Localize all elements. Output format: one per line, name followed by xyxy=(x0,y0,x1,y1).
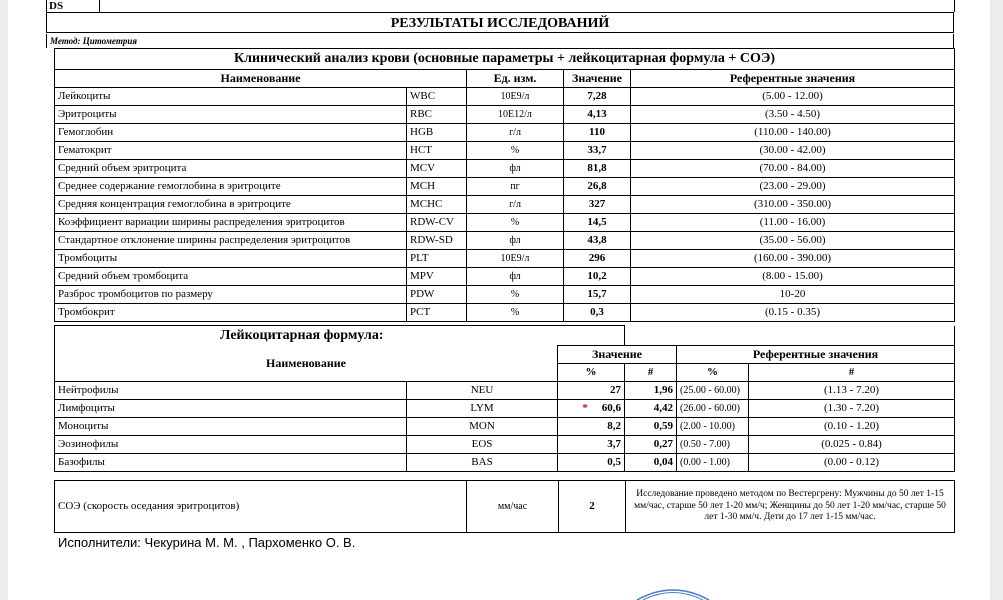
pct-value: 0,5 xyxy=(607,456,621,468)
param-ref: (3.50 - 4.50) xyxy=(631,106,955,124)
param-ref: (5.00 - 12.00) xyxy=(631,88,955,106)
cell-ref-abs: (0.00 - 0.12) xyxy=(749,454,955,472)
param-code: RBC xyxy=(407,106,467,124)
param-unit: % xyxy=(467,214,564,232)
param-name: Гематокрит xyxy=(55,142,407,160)
param-name: Разброс тромбоцитов по размеру xyxy=(55,286,407,304)
param-code: RDW-SD xyxy=(407,232,467,250)
cbc-title: Клинический анализ крови (основные параметры + лейкоцитарная формула + СОЭ) xyxy=(55,49,955,70)
cbc-rows xyxy=(55,88,955,322)
param-value: 81,8 xyxy=(564,160,631,178)
frame-line xyxy=(954,0,955,12)
param-value: 296 xyxy=(564,250,631,268)
param-value: 33,7 xyxy=(564,142,631,160)
param-ref: (30.00 - 42.00) xyxy=(631,142,955,160)
param-name: Коэффициент вариации ширины распределения эритроцитов xyxy=(55,214,407,232)
param-unit: 10E9/л xyxy=(467,88,564,106)
table-row xyxy=(55,160,955,178)
cell-pct xyxy=(558,418,625,436)
param-code: MCV xyxy=(407,160,467,178)
column-header-value: Значение xyxy=(564,70,631,88)
param-ref: 10-20 xyxy=(631,286,955,304)
cell-abs: 0,59 xyxy=(625,418,677,436)
performers-text: Исполнители: Чекурина М. М. , Пархоменко О. В. xyxy=(58,535,356,550)
param-value: 0,3 xyxy=(564,304,631,322)
pct-value: 27 xyxy=(610,384,621,396)
param-name: Тромбокрит xyxy=(55,304,407,322)
param-unit: % xyxy=(467,142,564,160)
param-name: Эритроциты xyxy=(55,106,407,124)
diff-header-value: Значение xyxy=(558,346,677,364)
table-row xyxy=(55,304,955,322)
param-value: 4,13 xyxy=(564,106,631,124)
param-code: HGB xyxy=(407,124,467,142)
cell-code: BAS xyxy=(407,454,558,472)
param-unit: 10E9/л xyxy=(467,250,564,268)
param-ref: (110.00 - 140.00) xyxy=(631,124,955,142)
param-ref: (11.00 - 16.00) xyxy=(631,214,955,232)
param-ref: (160.00 - 390.00) xyxy=(631,250,955,268)
param-ref: (35.00 - 56.00) xyxy=(631,232,955,250)
cell-abs: 1,96 xyxy=(625,382,677,400)
pct-value: 3,7 xyxy=(607,438,621,450)
param-unit: фл xyxy=(467,232,564,250)
table-row xyxy=(55,400,955,418)
param-name: Тромбоциты xyxy=(55,250,407,268)
cell-abs: 4,42 xyxy=(625,400,677,418)
param-unit: фл xyxy=(467,160,564,178)
param-value: 15,7 xyxy=(564,286,631,304)
table-row xyxy=(55,454,955,472)
cell-ref-abs: (1.13 - 7.20) xyxy=(749,382,955,400)
param-name: Средний объем эритроцита xyxy=(55,160,407,178)
param-unit: фл xyxy=(467,268,564,286)
param-code: PLT xyxy=(407,250,467,268)
diff-header-abs: # xyxy=(625,364,677,382)
table-row xyxy=(55,214,955,232)
table-row xyxy=(55,250,955,268)
cbc-table xyxy=(54,48,955,322)
cell-ref-pct: (0.00 - 1.00) xyxy=(677,454,749,472)
param-unit: % xyxy=(467,304,564,322)
flag-marker: * xyxy=(582,402,588,414)
column-header-ref: Референтные значения xyxy=(631,70,955,88)
cell-ref-pct: (26.00 - 60.00) xyxy=(677,400,749,418)
param-name: Средний объем тромбоцита xyxy=(55,268,407,286)
cell-code: MON xyxy=(407,418,558,436)
cell-name: Нейтрофилы xyxy=(55,382,407,400)
method-label: Метод: Цитометрия xyxy=(46,34,954,48)
table-row xyxy=(55,268,955,286)
diff-header-ref-abs: # xyxy=(749,364,955,382)
table-row xyxy=(55,286,955,304)
cell-code: NEU xyxy=(407,382,558,400)
param-code: PDW xyxy=(407,286,467,304)
param-name: Гемоглобин xyxy=(55,124,407,142)
param-ref: (23.00 - 29.00) xyxy=(631,178,955,196)
param-code: MPV xyxy=(407,268,467,286)
esr-note: Исследование проведено методом по Вестергрену: Мужчины до 50 лет 1-15 мм/час, старше 50 лет 1-20 мм/ч; Женщины до 50 лет 1-20 мм/час, старше 50 лет 1-30 мм/ч. Дети до 17 лет 1-15 мм/час. xyxy=(626,481,955,533)
wbc-diff-title: Лейкоцитарная формула: xyxy=(55,326,625,346)
param-code: HCT xyxy=(407,142,467,160)
cell-name: Эозинофилы xyxy=(55,436,407,454)
stamp-icon xyxy=(633,586,713,600)
param-value: 327 xyxy=(564,196,631,214)
cell-name: Базофилы xyxy=(55,454,407,472)
cell-code: EOS xyxy=(407,436,558,454)
param-code: WBC xyxy=(407,88,467,106)
table-row xyxy=(55,142,955,160)
cell-ref-pct: (0.50 - 7.00) xyxy=(677,436,749,454)
table-row xyxy=(55,88,955,106)
wbc-diff-table xyxy=(54,325,955,472)
wbc-diff-rows xyxy=(55,382,955,472)
param-unit: пг xyxy=(467,178,564,196)
cell-pct xyxy=(558,454,625,472)
param-ref: (310.00 - 350.00) xyxy=(631,196,955,214)
cell-ref-abs: (1.30 - 7.20) xyxy=(749,400,955,418)
table-row xyxy=(55,382,955,400)
esr-unit: мм/час xyxy=(467,481,559,533)
table-row xyxy=(55,232,955,250)
cell-pct xyxy=(558,400,625,418)
param-value: 26,8 xyxy=(564,178,631,196)
esr-value: 2 xyxy=(559,481,626,533)
param-name: Средняя концентрация гемоглобина в эритроците xyxy=(55,196,407,214)
param-ref: (0.15 - 0.35) xyxy=(631,304,955,322)
param-unit: 10E12/л xyxy=(467,106,564,124)
param-code: PCT xyxy=(407,304,467,322)
param-ref: (70.00 - 84.00) xyxy=(631,160,955,178)
esr-table xyxy=(54,480,955,533)
cell-ref-abs: (0.025 - 0.84) xyxy=(749,436,955,454)
table-row xyxy=(55,196,955,214)
blank-cell xyxy=(625,326,955,346)
param-value: 43,8 xyxy=(564,232,631,250)
diff-header-ref-pct: % xyxy=(677,364,749,382)
pct-value: 60,6 xyxy=(601,402,621,414)
cell-ref-pct: (2.00 - 10.00) xyxy=(677,418,749,436)
cell-abs: 0,04 xyxy=(625,454,677,472)
param-unit: % xyxy=(467,286,564,304)
table-row xyxy=(55,418,955,436)
ds-label: DS xyxy=(46,0,100,13)
table-row xyxy=(55,436,955,454)
table-row xyxy=(55,178,955,196)
table-row xyxy=(55,106,955,124)
cell-pct xyxy=(558,436,625,454)
diff-header-pct: % xyxy=(558,364,625,382)
param-name: Лейкоциты xyxy=(55,88,407,106)
param-ref: (8.00 - 15.00) xyxy=(631,268,955,286)
cell-ref-abs: (0.10 - 1.20) xyxy=(749,418,955,436)
table-row xyxy=(55,124,955,142)
column-header-name: Наименование xyxy=(55,70,467,88)
param-name: Среднее содержание гемоглобина в эритроците xyxy=(55,178,407,196)
column-header-unit: Ед. изм. xyxy=(467,70,564,88)
cell-code: LYM xyxy=(407,400,558,418)
report-title: РЕЗУЛЬТАТЫ ИССЛЕДОВАНИЙ xyxy=(46,13,954,33)
pct-value: 8,2 xyxy=(607,420,621,432)
cell-name: Моноциты xyxy=(55,418,407,436)
param-value: 14,5 xyxy=(564,214,631,232)
param-value: 110 xyxy=(564,124,631,142)
diff-header-ref: Референтные значения xyxy=(677,346,955,364)
param-value: 7,28 xyxy=(564,88,631,106)
param-code: MCHC xyxy=(407,196,467,214)
diff-header-name: Наименование xyxy=(55,346,558,382)
cell-ref-pct: (25.00 - 60.00) xyxy=(677,382,749,400)
param-unit: г/л xyxy=(467,196,564,214)
param-name: Стандартное отклонение ширины распределения эритроцитов xyxy=(55,232,407,250)
param-code: RDW-CV xyxy=(407,214,467,232)
cell-pct xyxy=(558,382,625,400)
esr-name: СОЭ (скорость оседания эритроцитов) xyxy=(55,481,467,533)
cell-name: Лимфоциты xyxy=(55,400,407,418)
param-value: 10,2 xyxy=(564,268,631,286)
param-unit: г/л xyxy=(467,124,564,142)
cell-abs: 0,27 xyxy=(625,436,677,454)
param-code: MCH xyxy=(407,178,467,196)
